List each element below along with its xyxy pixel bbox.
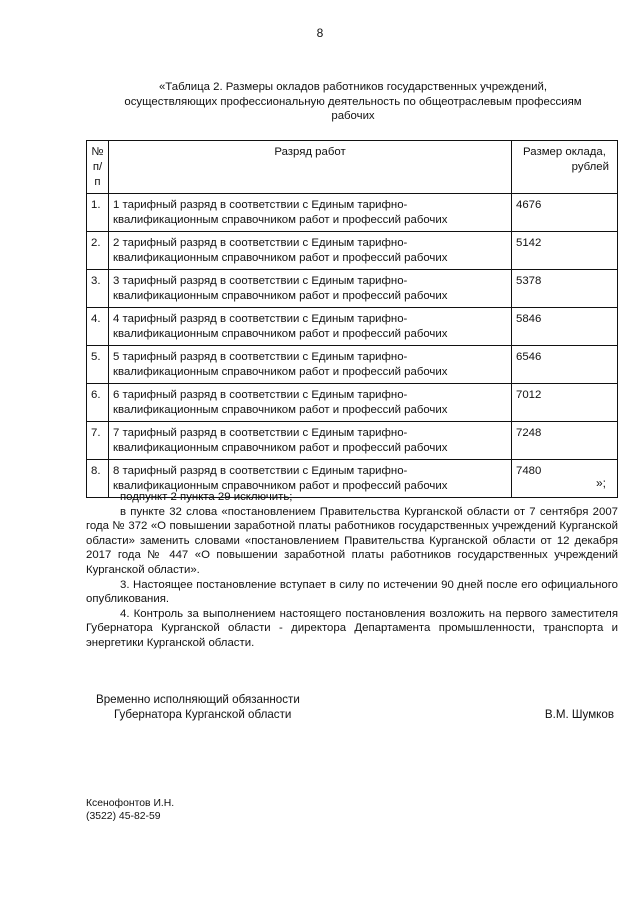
table-title: [86, 80, 620, 124]
signatory-name: В.М. Шумков: [544, 708, 614, 721]
row-number: 1.: [87, 194, 109, 232]
table-row: [87, 422, 618, 460]
header-rate: [512, 141, 618, 194]
paragraph: подпункт 2 пункта 29 исключить;: [120, 491, 293, 503]
table-title-line: осуществляющих профессиональную деятельность по общеотраслевым профессиям: [124, 95, 582, 108]
signatory-title-line: Временно исполняющий обязанности: [96, 693, 300, 706]
row-work: 2 тарифный разряд в соответствии с Единым тарифно-квалификационным справочником работ и профессий рабочих: [109, 232, 512, 270]
row-work: 3 тарифный разряд в соответствии с Единым тарифно-квалификационным справочником работ и профессий рабочих: [109, 270, 512, 308]
row-rate: 5378: [512, 270, 618, 308]
row-rate: 6546: [512, 346, 618, 384]
page-number: 8: [316, 26, 324, 40]
header-work: Разряд работ: [109, 141, 512, 194]
executor-info: [86, 797, 174, 823]
row-number: 4.: [87, 308, 109, 346]
row-work: 5 тарифный разряд в соответствии с Единым тарифно-квалификационным справочником работ и профессий рабочих: [109, 346, 512, 384]
table-row: [87, 194, 618, 232]
table-header-row: [87, 141, 618, 194]
signatory-title-line: Губернатора Курганской области: [114, 708, 292, 721]
row-rate: 5846: [512, 308, 618, 346]
table-title-line: рабочих: [331, 110, 375, 122]
body-text: [86, 490, 618, 651]
row-rate: 7480: [512, 460, 618, 498]
row-work: 8 тарифный разряд в соответствии с Единым тарифно-квалификационным справочником работ и профессий рабочих: [109, 460, 512, 498]
row-number: 7.: [87, 422, 109, 460]
row-rate: 7012: [512, 384, 618, 422]
row-rate: 4676: [512, 194, 618, 232]
table-row: [87, 346, 618, 384]
signature-block: [96, 692, 620, 722]
table-row: [87, 384, 618, 422]
executor-name: Ксенофонтов И.Н.: [86, 798, 175, 809]
row-number: 2.: [87, 232, 109, 270]
header-number-line: п/п: [92, 161, 103, 188]
header-number-line: №: [91, 146, 104, 158]
row-work: 1 тарифный разряд в соответствии с Единым тарифно-квалификационным справочником работ и профессий рабочих: [109, 194, 512, 232]
quote-closing-mark: »;: [596, 476, 607, 490]
header-number: [87, 141, 109, 194]
paragraph: в пункте 32 слова «постановлением Правительства Курганской области от 7 сентября 2007 года № 372 «О повышении заработной платы работников государственных учреждений Курганской области» заменить словами «постановлением Правительства Курганской области от 12 декабря 2017 года № 447 «О повышении заработной платы работников государственных учреждений Курганской области».: [86, 505, 618, 576]
row-number: 3.: [87, 270, 109, 308]
row-number: 8.: [87, 460, 109, 498]
row-rate: 5142: [512, 232, 618, 270]
row-number: 6.: [87, 384, 109, 422]
row-work: 7 тарифный разряд в соответствии с Единым тарифно-квалификационным справочником работ и профессий рабочих: [109, 422, 512, 460]
header-rate-line: Размер оклада,: [523, 146, 606, 158]
salary-table: [86, 140, 618, 498]
header-rate-line: рублей: [571, 161, 609, 173]
row-number: 5.: [87, 346, 109, 384]
row-work: 4 тарифный разряд в соответствии с Единым тарифно-квалификационным справочником работ и профессий рабочих: [109, 308, 512, 346]
table-row: [87, 270, 618, 308]
table-title-line: «Таблица 2. Размеры окладов работников государственных учреждений,: [158, 81, 548, 93]
row-work: 6 тарифный разряд в соответствии с Единым тарифно-квалификационным справочником работ и профессий рабочих: [109, 384, 512, 422]
table-row: [87, 232, 618, 270]
executor-phone: (3522) 45-82-59: [86, 811, 161, 822]
row-rate: 7248: [512, 422, 618, 460]
paragraph: 3. Настоящее постановление вступает в силу по истечении 90 дней после его официального опубликования.: [86, 578, 618, 606]
table-row: [87, 308, 618, 346]
paragraph: 4. Контроль за выполнением настоящего постановления возложить на первого заместителя Губернатора Курганской области - директора Департамента промышленности, транспорта и энергетики Курганской области.: [86, 607, 618, 649]
